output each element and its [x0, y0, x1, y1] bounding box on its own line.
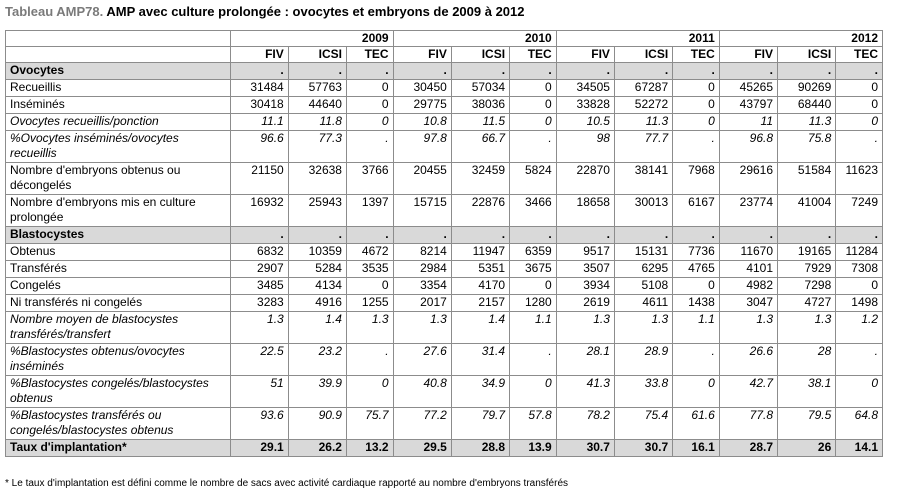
section-mark-cell: . — [393, 227, 451, 244]
value-cell: 1280 — [510, 295, 557, 312]
section-mark-cell: . — [346, 227, 393, 244]
value-cell: 75.4 — [614, 408, 672, 440]
value-cell: 5824 — [510, 163, 557, 195]
value-cell: 1498 — [836, 295, 883, 312]
value-cell: 19165 — [778, 244, 836, 261]
value-cell: 90.9 — [288, 408, 346, 440]
value-cell: 11.5 — [451, 114, 509, 131]
value-cell: 3354 — [393, 278, 451, 295]
row-label: Transférés — [6, 261, 231, 278]
value-cell: 23.2 — [288, 344, 346, 376]
value-cell: 11 — [719, 114, 777, 131]
value-cell: 41.3 — [556, 376, 614, 408]
value-cell: 6167 — [673, 195, 720, 227]
section-mark-cell: . — [673, 227, 720, 244]
year-header: 2012 — [719, 31, 882, 47]
table-row — [6, 376, 883, 408]
value-cell: 28.1 — [556, 344, 614, 376]
table-row — [6, 312, 883, 344]
row-label: Ni transférés ni congelés — [6, 295, 231, 312]
value-cell: 2619 — [556, 295, 614, 312]
section-mark-cell: . — [288, 227, 346, 244]
value-cell: 11947 — [451, 244, 509, 261]
section-mark-cell: . — [510, 227, 557, 244]
value-cell: 40.8 — [393, 376, 451, 408]
value-cell: 4134 — [288, 278, 346, 295]
value-cell: 27.6 — [393, 344, 451, 376]
footnote: * Le taux d'implantation est défini comme le nombre de sacs avec activité cardiaque rapporté au nombre d'embryons transférés — [5, 478, 569, 489]
value-cell: 3283 — [230, 295, 288, 312]
total-value-cell: 29.1 — [230, 440, 288, 457]
value-cell: 11.3 — [778, 114, 836, 131]
total-value-cell: 26 — [778, 440, 836, 457]
value-cell: 32459 — [451, 163, 509, 195]
value-cell: 8214 — [393, 244, 451, 261]
value-cell: 2017 — [393, 295, 451, 312]
section-mark-cell: . — [510, 63, 557, 80]
value-cell: 3766 — [346, 163, 393, 195]
value-cell: 1.4 — [451, 312, 509, 344]
value-cell: 3934 — [556, 278, 614, 295]
value-cell: 57.8 — [510, 408, 557, 440]
value-cell: 1397 — [346, 195, 393, 227]
value-cell: 3047 — [719, 295, 777, 312]
value-cell: 1.3 — [346, 312, 393, 344]
section-mark-cell: . — [719, 63, 777, 80]
table-row — [6, 163, 883, 195]
value-cell: 57034 — [451, 80, 509, 97]
value-cell: 0 — [836, 278, 883, 295]
total-value-cell: 30.7 — [614, 440, 672, 457]
table-number: Tableau AMP78. — [5, 4, 104, 19]
table-row — [6, 80, 883, 97]
total-value-cell: 13.2 — [346, 440, 393, 457]
value-cell: 15131 — [614, 244, 672, 261]
value-cell: 4672 — [346, 244, 393, 261]
table-row — [6, 195, 883, 227]
value-cell: 20455 — [393, 163, 451, 195]
year-header: 2011 — [556, 31, 719, 47]
value-cell: 0 — [673, 376, 720, 408]
value-cell: 2984 — [393, 261, 451, 278]
value-cell: 1438 — [673, 295, 720, 312]
value-cell: 30450 — [393, 80, 451, 97]
value-cell: 34.9 — [451, 376, 509, 408]
value-cell: 7298 — [778, 278, 836, 295]
table-caption: AMP avec culture prolongée : ovocytes et embryons de 2009 à 2012 — [106, 4, 525, 19]
value-cell: 3466 — [510, 195, 557, 227]
total-value-cell: 30.7 — [556, 440, 614, 457]
value-cell: 96.6 — [230, 131, 288, 163]
method-header: ICSI — [778, 47, 836, 63]
value-cell: 38.1 — [778, 376, 836, 408]
value-cell: 11623 — [836, 163, 883, 195]
value-cell: 26.6 — [719, 344, 777, 376]
total-value-cell: 29.5 — [393, 440, 451, 457]
value-cell: 1.3 — [614, 312, 672, 344]
value-cell: 25943 — [288, 195, 346, 227]
value-cell: 79.7 — [451, 408, 509, 440]
total-value-cell: 14.1 — [836, 440, 883, 457]
row-label: %Ovocytes inséminés/ovocytes recueillis — [6, 131, 231, 163]
value-cell: 97.8 — [393, 131, 451, 163]
value-cell: 4982 — [719, 278, 777, 295]
value-cell: 0 — [510, 278, 557, 295]
row-label: Ovocytes recueillis/ponction — [6, 114, 231, 131]
value-cell: 32638 — [288, 163, 346, 195]
value-cell: 3675 — [510, 261, 557, 278]
value-cell: 28.9 — [614, 344, 672, 376]
value-cell: 0 — [673, 278, 720, 295]
value-cell: 28 — [778, 344, 836, 376]
year-header: 2009 — [230, 31, 393, 47]
value-cell: 4727 — [778, 295, 836, 312]
method-header: FIV — [230, 47, 288, 63]
value-cell: 0 — [510, 97, 557, 114]
method-header: TEC — [346, 47, 393, 63]
value-cell: 1.3 — [556, 312, 614, 344]
value-cell: 7736 — [673, 244, 720, 261]
section-mark-cell: . — [451, 63, 509, 80]
value-cell: 29616 — [719, 163, 777, 195]
value-cell: 90269 — [778, 80, 836, 97]
value-cell: 0 — [836, 376, 883, 408]
section-label: Ovocytes — [6, 63, 231, 80]
value-cell: 0 — [346, 278, 393, 295]
value-cell: 15715 — [393, 195, 451, 227]
value-cell: 41004 — [778, 195, 836, 227]
method-header: TEC — [510, 47, 557, 63]
table-row — [6, 295, 883, 312]
value-cell: 10.5 — [556, 114, 614, 131]
value-cell: 33828 — [556, 97, 614, 114]
total-label: Taux d'implantation* — [6, 440, 231, 457]
value-cell: 77.2 — [393, 408, 451, 440]
value-cell: 4916 — [288, 295, 346, 312]
value-cell: 31484 — [230, 80, 288, 97]
section-mark-cell: . — [614, 63, 672, 80]
section-mark-cell: . — [836, 227, 883, 244]
section-header-row — [6, 63, 883, 80]
value-cell: 11.3 — [614, 114, 672, 131]
value-cell: 44640 — [288, 97, 346, 114]
value-cell: 11.1 — [230, 114, 288, 131]
value-cell: 4170 — [451, 278, 509, 295]
value-cell: 0 — [346, 80, 393, 97]
section-mark-cell: . — [451, 227, 509, 244]
value-cell: 18658 — [556, 195, 614, 227]
value-cell: 0 — [346, 97, 393, 114]
value-cell: 42.7 — [719, 376, 777, 408]
value-cell: 0 — [346, 114, 393, 131]
header-blank-cell — [6, 31, 231, 47]
section-mark-cell: . — [556, 63, 614, 80]
value-cell: 4765 — [673, 261, 720, 278]
data-table — [5, 30, 883, 457]
section-mark-cell: . — [614, 227, 672, 244]
method-header: TEC — [673, 47, 720, 63]
value-cell: 45265 — [719, 80, 777, 97]
table-row — [6, 97, 883, 114]
value-cell: 6295 — [614, 261, 672, 278]
value-cell: . — [346, 131, 393, 163]
value-cell: 1.4 — [288, 312, 346, 344]
section-mark-cell: . — [393, 63, 451, 80]
value-cell: 52272 — [614, 97, 672, 114]
value-cell: 68440 — [778, 97, 836, 114]
value-cell: 0 — [673, 114, 720, 131]
value-cell: 1.2 — [836, 312, 883, 344]
value-cell: 0 — [836, 97, 883, 114]
value-cell: 1.3 — [230, 312, 288, 344]
value-cell: 0 — [510, 114, 557, 131]
value-cell: 67287 — [614, 80, 672, 97]
section-mark-cell: . — [346, 63, 393, 80]
value-cell: 0 — [673, 80, 720, 97]
row-label: Inséminés — [6, 97, 231, 114]
value-cell: 1.3 — [778, 312, 836, 344]
value-cell: . — [510, 131, 557, 163]
value-cell: 22876 — [451, 195, 509, 227]
value-cell: 5351 — [451, 261, 509, 278]
value-cell: 1.1 — [510, 312, 557, 344]
value-cell: 61.6 — [673, 408, 720, 440]
value-cell: 43797 — [719, 97, 777, 114]
value-cell: 22870 — [556, 163, 614, 195]
value-cell: 21150 — [230, 163, 288, 195]
method-header: FIV — [393, 47, 451, 63]
table-title — [5, 4, 525, 19]
section-mark-cell: . — [778, 63, 836, 80]
value-cell: 39.9 — [288, 376, 346, 408]
table-row — [6, 408, 883, 440]
total-value-cell: 28.8 — [451, 440, 509, 457]
value-cell: 96.8 — [719, 131, 777, 163]
value-cell: 51 — [230, 376, 288, 408]
value-cell: 3535 — [346, 261, 393, 278]
value-cell: 98 — [556, 131, 614, 163]
value-cell: 9517 — [556, 244, 614, 261]
header-blank-cell — [6, 47, 231, 63]
value-cell: 1.3 — [719, 312, 777, 344]
value-cell: 7968 — [673, 163, 720, 195]
row-label: Obtenus — [6, 244, 231, 261]
value-cell: . — [346, 344, 393, 376]
value-cell: 4611 — [614, 295, 672, 312]
value-cell: 33.8 — [614, 376, 672, 408]
value-cell: 51584 — [778, 163, 836, 195]
value-cell: 75.7 — [346, 408, 393, 440]
section-mark-cell: . — [556, 227, 614, 244]
value-cell: 2907 — [230, 261, 288, 278]
value-cell: 29775 — [393, 97, 451, 114]
value-cell: 0 — [346, 376, 393, 408]
value-cell: 6832 — [230, 244, 288, 261]
value-cell: 6359 — [510, 244, 557, 261]
section-mark-cell: . — [836, 63, 883, 80]
table-row — [6, 244, 883, 261]
value-cell: 11670 — [719, 244, 777, 261]
value-cell: 79.5 — [778, 408, 836, 440]
value-cell: 23774 — [719, 195, 777, 227]
method-header: FIV — [556, 47, 614, 63]
section-mark-cell: . — [719, 227, 777, 244]
value-cell: 34505 — [556, 80, 614, 97]
row-label: %Blastocystes obtenus/ovocytes inséminés — [6, 344, 231, 376]
row-label: %Blastocystes transférés ou congelés/blastocystes obtenus — [6, 408, 231, 440]
year-header-row — [6, 31, 883, 47]
section-header-row — [6, 227, 883, 244]
method-header: ICSI — [288, 47, 346, 63]
year-header: 2010 — [393, 31, 556, 47]
section-label: Blastocystes — [6, 227, 231, 244]
value-cell: 0 — [836, 80, 883, 97]
row-label: %Blastocystes congelés/blastocystes obtenus — [6, 376, 231, 408]
value-cell: 10.8 — [393, 114, 451, 131]
section-mark-cell: . — [288, 63, 346, 80]
value-cell: . — [673, 131, 720, 163]
table-row — [6, 114, 883, 131]
row-label: Recueillis — [6, 80, 231, 97]
value-cell: 3507 — [556, 261, 614, 278]
value-cell: 38036 — [451, 97, 509, 114]
row-label: Nombre d'embryons mis en culture prolongée — [6, 195, 231, 227]
value-cell: 77.8 — [719, 408, 777, 440]
value-cell: 64.8 — [836, 408, 883, 440]
value-cell: 1.3 — [393, 312, 451, 344]
section-mark-cell: . — [230, 227, 288, 244]
value-cell: 5284 — [288, 261, 346, 278]
row-label: Nombre d'embryons obtenus ou décongelés — [6, 163, 231, 195]
value-cell: 0 — [673, 97, 720, 114]
value-cell: . — [836, 131, 883, 163]
value-cell: 7308 — [836, 261, 883, 278]
value-cell: 77.7 — [614, 131, 672, 163]
table-row — [6, 344, 883, 376]
value-cell: 57763 — [288, 80, 346, 97]
table-row — [6, 261, 883, 278]
section-mark-cell: . — [230, 63, 288, 80]
method-header: TEC — [836, 47, 883, 63]
row-label: Nombre moyen de blastocystes transférés/transfert — [6, 312, 231, 344]
value-cell: 38141 — [614, 163, 672, 195]
value-cell: 11284 — [836, 244, 883, 261]
method-header: ICSI — [451, 47, 509, 63]
total-value-cell: 13.9 — [510, 440, 557, 457]
total-value-cell: 28.7 — [719, 440, 777, 457]
table-body — [6, 31, 883, 457]
table-row — [6, 278, 883, 295]
row-label: Congelés — [6, 278, 231, 295]
value-cell: 30418 — [230, 97, 288, 114]
value-cell: 1255 — [346, 295, 393, 312]
value-cell: 1.1 — [673, 312, 720, 344]
value-cell: 77.3 — [288, 131, 346, 163]
method-header-row — [6, 47, 883, 63]
value-cell: 66.7 — [451, 131, 509, 163]
value-cell: 22.5 — [230, 344, 288, 376]
value-cell: . — [836, 344, 883, 376]
value-cell: 11.8 — [288, 114, 346, 131]
value-cell: 0 — [510, 80, 557, 97]
value-cell: 4101 — [719, 261, 777, 278]
value-cell: . — [673, 344, 720, 376]
value-cell: 10359 — [288, 244, 346, 261]
value-cell: 93.6 — [230, 408, 288, 440]
value-cell: 75.8 — [778, 131, 836, 163]
total-value-cell: 16.1 — [673, 440, 720, 457]
table-row — [6, 131, 883, 163]
value-cell: . — [510, 344, 557, 376]
value-cell: 0 — [510, 376, 557, 408]
method-header: ICSI — [614, 47, 672, 63]
value-cell: 78.2 — [556, 408, 614, 440]
value-cell: 7929 — [778, 261, 836, 278]
value-cell: 16932 — [230, 195, 288, 227]
total-row — [6, 440, 883, 457]
total-value-cell: 26.2 — [288, 440, 346, 457]
value-cell: 31.4 — [451, 344, 509, 376]
method-header: FIV — [719, 47, 777, 63]
value-cell: 3485 — [230, 278, 288, 295]
value-cell: 0 — [836, 114, 883, 131]
section-mark-cell: . — [673, 63, 720, 80]
value-cell: 2157 — [451, 295, 509, 312]
value-cell: 30013 — [614, 195, 672, 227]
section-mark-cell: . — [778, 227, 836, 244]
value-cell: 7249 — [836, 195, 883, 227]
value-cell: 5108 — [614, 278, 672, 295]
